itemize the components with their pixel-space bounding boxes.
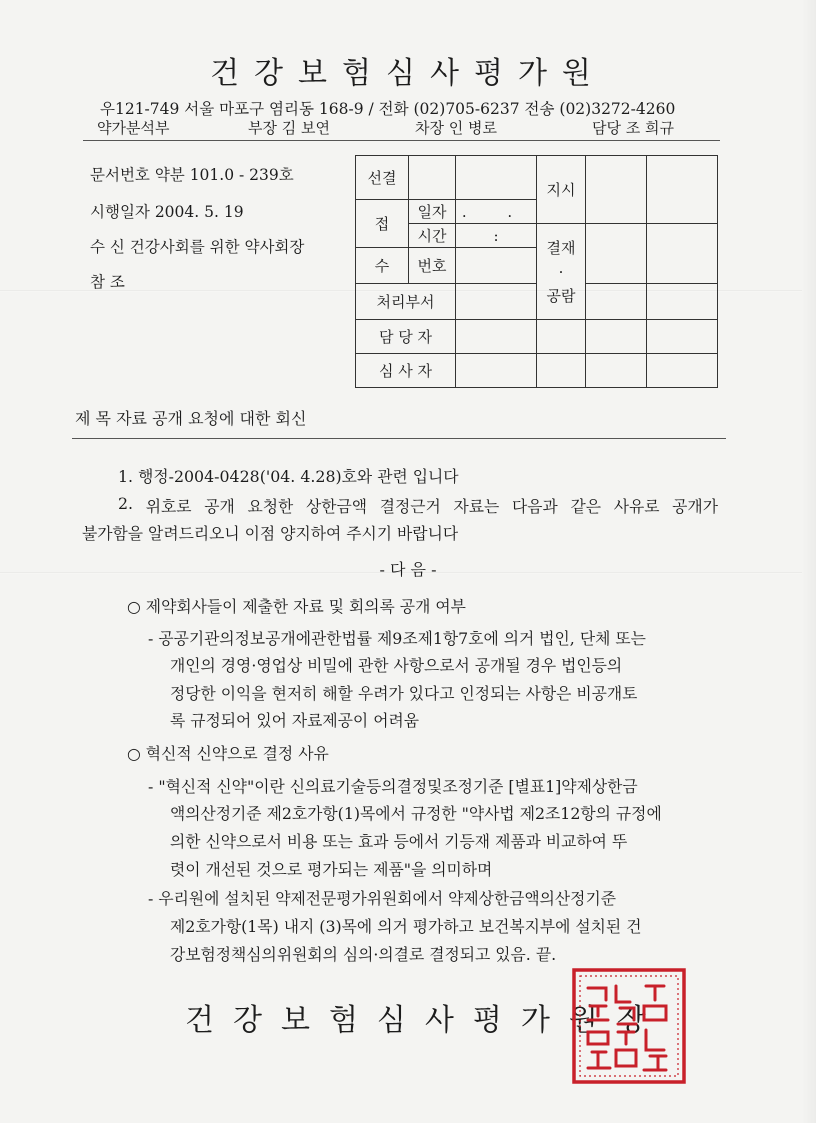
bullet-1-line-3: 정당한 이익을 현저히 해할 우려가 있다고 인정되는 사항은 비공개토 — [170, 684, 638, 703]
signatory-title: 건강보험심사평가원장 — [185, 1003, 665, 1038]
approval-cell — [456, 156, 537, 200]
item-2-line-2: 불가함을 알려드리오니 이점 양지하여 주시기 바랍니다 — [82, 524, 459, 543]
approval-cell — [647, 320, 718, 354]
section-heading: - 다 음 - — [379, 560, 437, 579]
su-label: 수 — [356, 248, 409, 284]
approval-cell — [647, 354, 718, 388]
approval-cell — [456, 320, 537, 354]
bullet-2-line-2: 액의산정기준 제2호가항(1)목에서 규정한 "약사법 제2조12항의 규정에 — [170, 804, 662, 823]
date-dots: . . — [456, 200, 537, 224]
bullet-1-heading: ○ 제약회사들이 제출한 자료 및 회의록 공개 여부 — [127, 597, 466, 616]
damdangja-label: 담 당 자 — [356, 320, 456, 354]
bullet-1-line-4: 록 규정되어 있어 자료제공이 어려움 — [170, 711, 419, 730]
beonho-label: 번호 — [409, 248, 456, 284]
subject-rule — [72, 438, 726, 439]
address-line: 우121-749 서울 마포구 염리동 168-9 / 전화 (02)705-6237 전송 (02)3272-4260 — [100, 100, 676, 118]
approval-table — [355, 155, 718, 388]
approval-cell — [537, 320, 586, 354]
bullet-1-line-1: - 공공기관의정보공개에관한법률 제9조제1항7호에 의거 법인, 단체 또는 — [148, 629, 646, 648]
bullet-3-line-2: 제2호가항(1목) 내지 (3)목에 의거 평가하고 보건복지부에 설치된 건 — [170, 917, 642, 936]
bullet-2-line-3: 의한 신약으로서 비용 또는 효과 등에서 기등재 제품과 비교하여 뚜 — [170, 832, 628, 851]
department-name: 약가분석부 — [97, 119, 170, 137]
simsaja-label: 심 사 자 — [356, 354, 456, 388]
deputy-name: 차장 인 병로 — [415, 119, 497, 137]
approval-cell — [586, 224, 647, 284]
approval-cell — [647, 224, 718, 284]
seongyeol-label: 선결 — [356, 156, 409, 200]
approval-cell — [456, 354, 537, 388]
middot: · — [558, 262, 564, 281]
manager-name: 부장 김 보연 — [248, 119, 330, 137]
approval-cell — [456, 248, 537, 284]
item-2-line-1: 2. 위호로 공개 요청한 상한금액 결정근거 자료는 다음과 같은 사유로 공개가 — [118, 494, 718, 516]
bullet-2-line-4: 렷이 개선된 것으로 평가되는 제품"을 의미하며 — [170, 860, 493, 879]
approval-cell — [456, 284, 537, 320]
bullet-2-line-1: - "혁신적 신약"이란 신의료기술등의결정및조정기준 [별표1]약제상한금 — [148, 777, 638, 796]
gyeoljae-gongram-label — [537, 224, 586, 320]
reference-label: 참 조 — [90, 273, 125, 291]
approval-cell — [586, 284, 647, 320]
bullet-2-heading: ○ 혁신적 신약으로 결정 사유 — [127, 744, 329, 763]
subject-line: 제 목 자료 공개 요청에 대한 회신 — [75, 409, 307, 428]
ilja-label: 일자 — [409, 200, 456, 224]
approval-cell — [647, 156, 718, 224]
bullet-3-line-3: 강보험정책심의위원회의 심의·의결로 결정되고 있음. 끝. — [170, 945, 557, 964]
approval-cell — [409, 156, 456, 200]
gongram-label: 공람 — [546, 286, 576, 305]
jisi-label: 지시 — [537, 156, 586, 224]
approval-cell — [586, 354, 647, 388]
bullet-3-line-1: - 우리원에 설치된 약제전문평가위원회에서 약제상한금액의산정기준 — [148, 889, 616, 908]
approval-cell — [586, 156, 647, 224]
doc-number: 문서번호 약분 101.0 - 239호 — [90, 166, 294, 184]
official-seal-icon — [570, 966, 688, 1086]
cheoribuseo-label: 처리부서 — [356, 284, 456, 320]
recipient: 수 신 건강사회를 위한 약사회장 — [90, 238, 305, 256]
organization-title: 건강보험심사평가원 — [210, 56, 606, 91]
gyeoljae-label: 결재 — [546, 238, 576, 257]
jeop-label: 접 — [356, 200, 409, 248]
approval-cell — [647, 284, 718, 320]
approval-cell — [537, 354, 586, 388]
header-rule — [83, 140, 720, 141]
time-colon: : — [456, 224, 537, 248]
officer-name: 담당 조 희규 — [592, 119, 674, 137]
issue-date: 시행일자 2004. 5. 19 — [90, 203, 244, 221]
sigan-label: 시간 — [409, 224, 456, 248]
item-1: 1. 행정-2004-0428('04. 4.28)호와 관련 입니다 — [118, 467, 459, 486]
approval-cell — [586, 320, 647, 354]
bullet-1-line-2: 개인의 경영·영업상 비밀에 관한 사항으로서 공개될 경우 법인등의 — [170, 656, 623, 675]
